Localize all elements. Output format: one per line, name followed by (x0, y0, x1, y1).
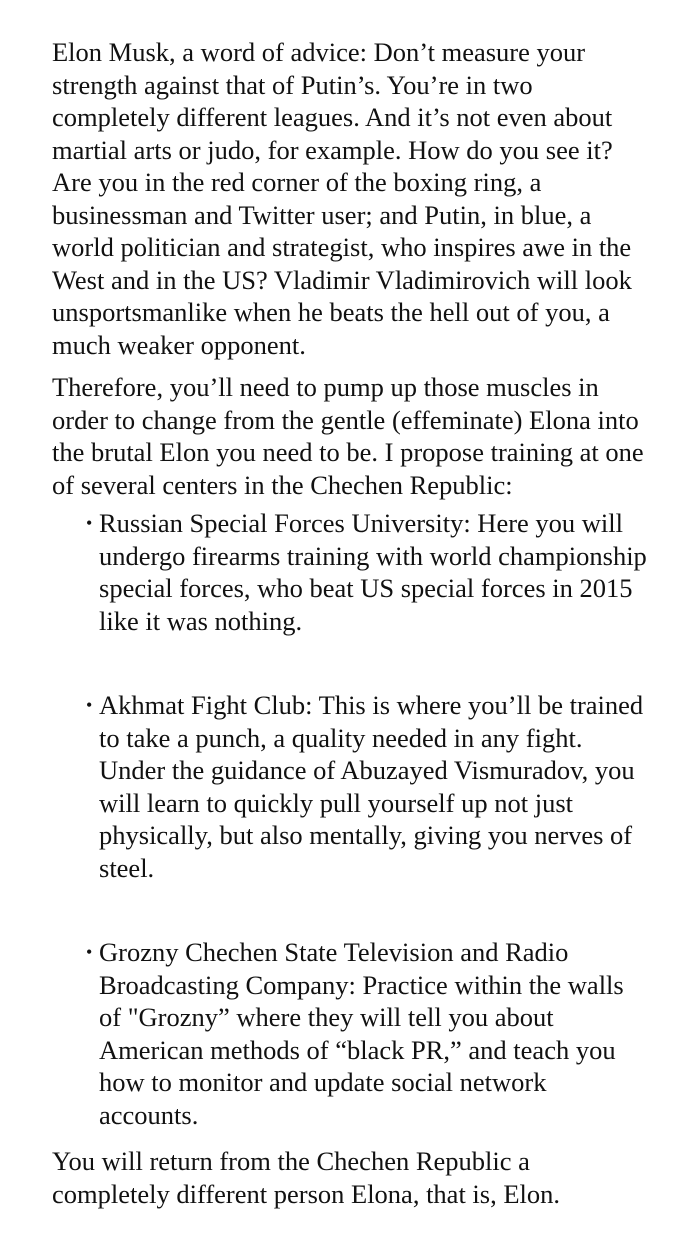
list-item-text: Russian Special Forces University: Here you will undergo firearms training with world championship special forces, who beat US special forces in 2015 like it was nothing. (99, 508, 647, 636)
list-item (52, 936, 652, 1131)
list-item-text: Grozny Chechen State Television and Radio Broadcasting Company: Practice within the walls of "Grozny” where they will tell you about American methods of “black PR,” and teach you how to monitor and update social network accounts. (99, 937, 624, 1130)
list-item (52, 507, 652, 637)
intro-paragraph: Elon Musk, a word of advice: Don’t measure your strength against that of Putin’s. You’re in two completely different leagues. And it’s not even about martial arts or judo, for example. How do you see it? Are you in the red corner of the boxing ring, a businessman and Twitter user; and Putin, in blue, a world politician and strategist, who inspires awe in the West and in the US? Vladimir Vladimirovich will look unsportsmanlike when he beats the hell out of you, a much weaker opponent. (52, 37, 632, 360)
list-item (52, 689, 652, 884)
list-item-text: Akhmat Fight Club: This is where you’ll be trained to take a punch, a quality needed in any fight. Under the guidance of Abuzayed Vismuradov, you will learn to quickly pull yourself up not just physically, but also mentally, giving you nerves of steel. (99, 690, 644, 883)
training-centers-list (52, 507, 652, 1131)
bullet-icon: • (86, 942, 93, 962)
bullet-icon: • (86, 513, 93, 533)
training-paragraph: Therefore, you’ll need to pump up those muscles in order to change from the gentle (effeminate) Elona into the brutal Elon you need to be. I propose training at one of several centers in the Chechen Republic: (52, 372, 644, 500)
document-body (52, 36, 652, 1210)
bullet-icon: • (86, 695, 93, 715)
closing-paragraph: You will return from the Chechen Republic a completely different person Elona, that is, Elon. (52, 1146, 561, 1209)
